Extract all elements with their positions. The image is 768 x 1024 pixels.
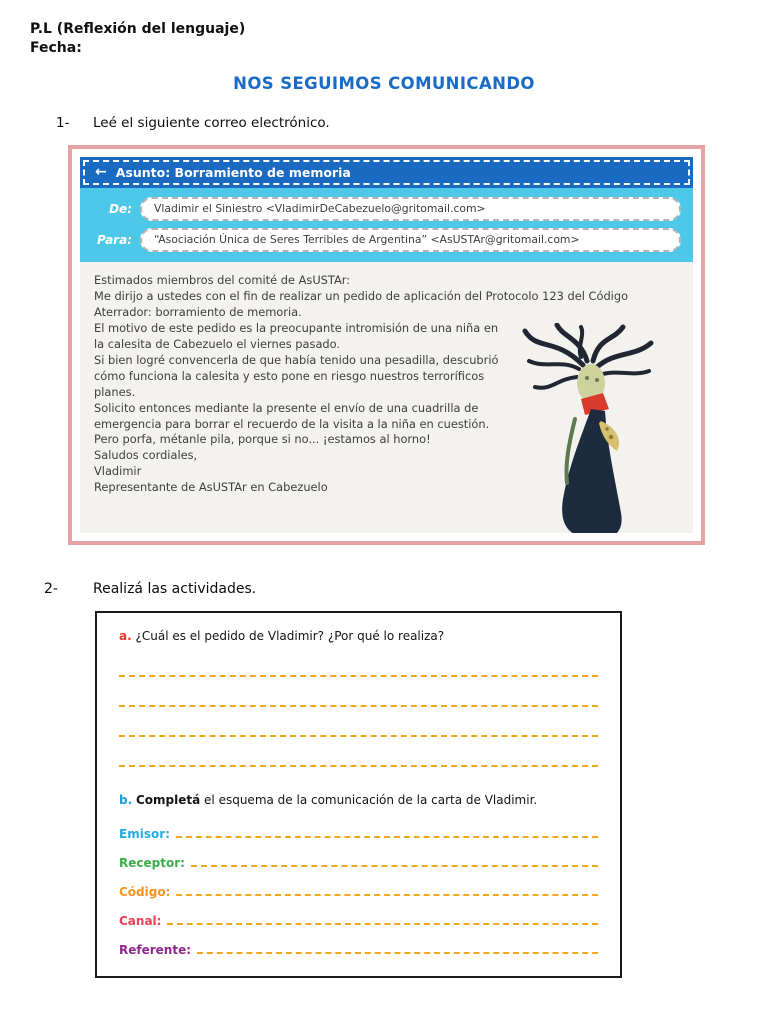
answer-line <box>119 707 598 737</box>
page-title: NOS SEGUIMOS COMUNICANDO <box>233 73 535 93</box>
communication-scheme <box>119 813 598 958</box>
scheme-answer-line <box>176 894 598 896</box>
scheme-label: Código: <box>119 884 171 899</box>
exercise1-number: 1- <box>56 114 70 131</box>
email-from-row <box>88 197 681 221</box>
back-arrow-icon: ← <box>95 164 107 181</box>
to-label: Para: <box>97 232 132 247</box>
scheme-label: Canal: <box>119 913 162 928</box>
question-a-text: ¿Cuál es el pedido de Vladimir? ¿Por qué lo realiza? <box>135 628 445 643</box>
scheme-answer-line <box>191 865 598 867</box>
activity-box <box>95 611 622 978</box>
scheme-row <box>119 900 598 929</box>
scheme-answer-line <box>176 836 598 838</box>
email-intro-paragraphs <box>94 273 679 321</box>
question-b-marker: b. <box>119 792 133 807</box>
email-body <box>80 262 693 533</box>
scheme-label: Receptor: <box>119 855 185 870</box>
vladimir-illustration <box>511 323 679 533</box>
subject-area-line: P.L (Reflexión del lenguaje) <box>30 21 246 37</box>
question-b-text: el esquema de la comunicación de la carta de Vladimir. <box>204 792 538 807</box>
scheme-answer-line <box>197 952 598 954</box>
email-subject: Asunto: Borramiento de memoria <box>115 164 351 180</box>
answer-line <box>119 737 598 767</box>
scheme-label: Referente: <box>119 942 192 957</box>
question-a-marker: a. <box>119 628 132 643</box>
scheme-row <box>119 871 598 900</box>
email-paragraph: Me dirijo a ustedes con el fin de realizar un pedido de aplicación del Protocolo 123 del Código Aterrador: borramiento de memoria. <box>94 288 629 319</box>
exercise1-heading <box>56 115 768 131</box>
email-paragraph: Si bien logré convencerla de que había tenido una pesadilla, descubrió cómo funciona la calesita y esto pone en riesgo nuestros terroríficos planes. <box>94 352 499 399</box>
from-value-field: Vladimir el Siniestro <VladimirDeCabezuelo@gritomail.com> <box>140 197 681 221</box>
to-value-field: “Asociación Única de Seres Terribles de Argentina” <AsUSTAr@gritomail.com> <box>140 228 681 252</box>
question-a <box>119 629 598 643</box>
exercise1-instruction: Leé el siguiente correo electrónico. <box>93 114 330 131</box>
exercise2-number: 2- <box>44 580 58 597</box>
email-card <box>68 145 705 545</box>
email-paragraph: Saludos cordiales, <box>94 448 198 463</box>
scheme-label: Emisor: <box>119 826 170 841</box>
email-paragraph: Pero porfa, métanle pila, porque si no... ¡estamos al horno! <box>94 432 431 447</box>
email-paragraph: Vladimir <box>94 464 142 479</box>
scheme-row <box>119 842 598 871</box>
email-paragraph: El motivo de este pedido es la preocupante intromisión de una niña en la calesita de Cabezuelo el viernes pasado. <box>94 320 499 351</box>
scheme-row <box>119 929 598 958</box>
answer-lines <box>119 647 598 767</box>
scheme-row <box>119 813 598 842</box>
date-line: Fecha: <box>30 39 82 56</box>
email-paragraph: Solicito entonces mediante la presente el envío de una cuadrilla de emergencia para borrar el recuerdo de la visita a la niña en cuestión. <box>94 400 490 431</box>
scheme-answer-line <box>167 923 598 925</box>
question-b-verb: Completá <box>135 792 201 807</box>
email-to-row <box>88 228 681 252</box>
email-fields <box>80 188 693 262</box>
answer-line <box>119 677 598 707</box>
email-paragraph: Representante de AsUSTAr en Cabezuelo <box>94 480 328 495</box>
doc-header <box>0 0 768 58</box>
exercise2-instruction: Realizá las actividades. <box>93 580 257 597</box>
exercise2-heading <box>44 581 768 597</box>
email-subject-bar <box>80 157 693 188</box>
from-label: De: <box>109 201 132 216</box>
answer-line <box>119 647 598 677</box>
email-paragraph: Estimados miembros del comité de AsUSTAr: <box>94 272 351 287</box>
question-b <box>119 793 598 807</box>
